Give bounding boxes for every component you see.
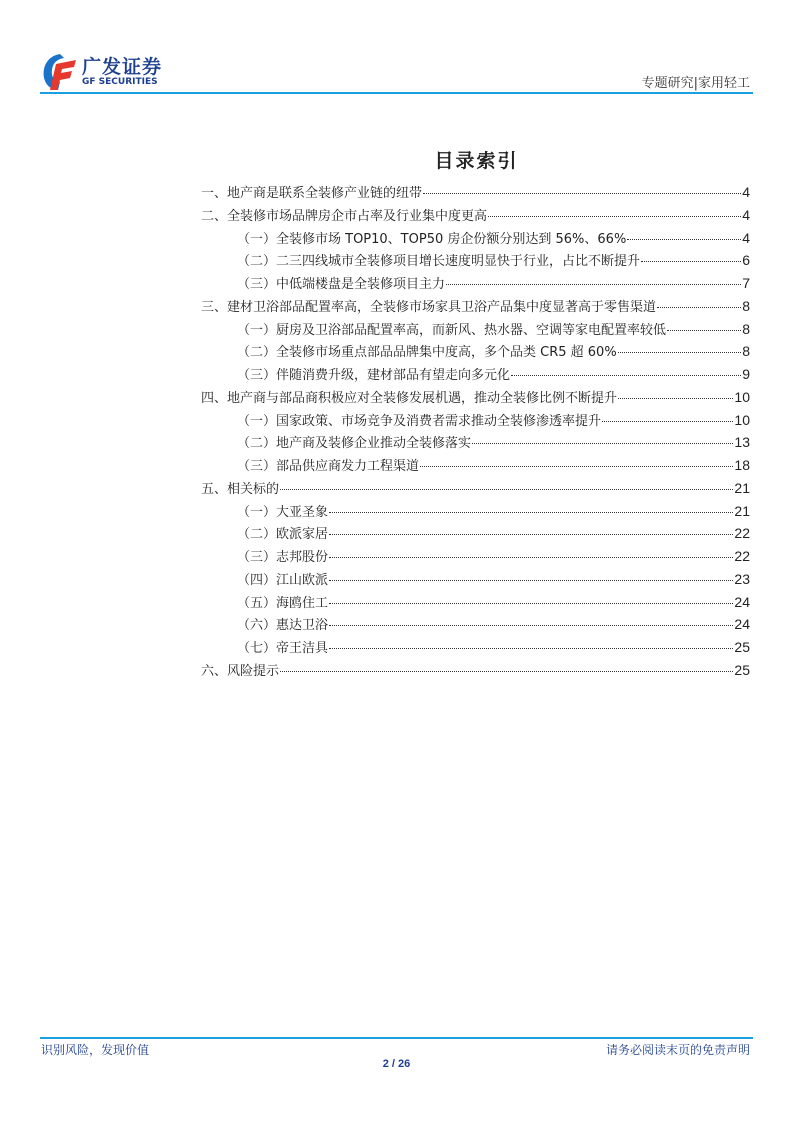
toc-leader-dots [329, 625, 733, 626]
toc-leader-dots [329, 648, 733, 649]
toc-entry-page: 23 [734, 570, 750, 587]
toc-leader-dots [641, 261, 741, 262]
company-logo [40, 52, 162, 92]
toc-entry-page: 13 [734, 434, 750, 451]
toc-entry-title: 六、风险提示 [201, 663, 280, 679]
table-of-contents [201, 181, 750, 682]
toc-entry-title: 二、全装修市场品牌房企市占率及行业集中度更高 [201, 208, 488, 224]
toc-entry-title: （一）大亚圣象 [237, 504, 329, 520]
toc-entry-title: （三）部品供应商发力工程渠道 [237, 459, 420, 474]
toc-entry-page: 10 [734, 411, 750, 428]
toc-entry[interactable] [201, 659, 750, 682]
header-divider [40, 92, 753, 94]
toc-leader-dots [657, 307, 741, 308]
toc-entry[interactable] [201, 477, 750, 500]
toc-leader-dots [280, 671, 733, 672]
toc-entry-title: （一）全装修市场 TOP10、TOP50 房企份额分别达到 56%、66% [237, 231, 627, 247]
page-title: 目录索引 [434, 150, 519, 172]
toc-entry[interactable] [201, 568, 750, 591]
toc-entry-page: 21 [734, 479, 750, 496]
toc-entry-title: （六）惠达卫浴 [237, 618, 329, 634]
toc-entry[interactable] [201, 363, 750, 386]
toc-entry-page: 8 [742, 343, 750, 360]
toc-leader-dots [420, 466, 733, 467]
toc-entry[interactable] [201, 204, 750, 227]
toc-leader-dots [446, 284, 741, 285]
toc-entry[interactable] [201, 318, 750, 341]
toc-entry-title: 五、相关标的 [201, 481, 280, 497]
toc-entry-title: 一、地产商是联系全装修产业链的纽带 [201, 186, 423, 201]
gf-logo-icon [40, 52, 78, 92]
toc-entry-page: 7 [742, 275, 750, 291]
toc-entry-title: （七）帝王洁具 [237, 641, 329, 656]
toc-entry-title: （三）志邦股份 [237, 550, 329, 565]
toc-entry-page: 4 [742, 206, 750, 223]
toc-entry[interactable] [201, 295, 750, 318]
toc-entry-page: 4 [742, 184, 750, 200]
toc-entry-title: （三）中低端楼盘是全装修项目主力 [237, 277, 446, 292]
page-number: 2 / 26 [382, 1058, 411, 1070]
toc-entry[interactable] [201, 545, 750, 568]
toc-entry-title: 四、地产商与部品商积极应对全装修发展机遇，推动全装修比例不断提升 [201, 390, 618, 406]
toc-leader-dots [423, 193, 741, 194]
report-category: 专题研究|家用轻工 [641, 76, 750, 91]
toc-entry-title: （二）全装修市场重点部品品牌集中度高，多个品类 CR5 超 60% [237, 345, 617, 361]
toc-entry-page: 8 [742, 320, 750, 337]
toc-entry-page: 9 [742, 366, 750, 382]
toc-entry-title: （五）海鸥住工 [237, 595, 329, 611]
toc-entry[interactable] [201, 591, 750, 614]
toc-leader-dots [618, 352, 742, 353]
toc-leader-dots [667, 330, 741, 331]
toc-entry-title: （二）地产商及装修企业推动全装修落实 [237, 436, 472, 452]
toc-entry-page: 25 [734, 639, 750, 655]
footer-disclaimer: 请务必阅读末页的免责声明 [605, 1043, 750, 1057]
toc-leader-dots [329, 512, 733, 513]
toc-entry[interactable] [201, 454, 750, 477]
logo-en-text: GF SECURITIES [82, 76, 158, 87]
toc-entry-page: 24 [734, 593, 750, 610]
toc-entry-title: （四）江山欧派 [237, 572, 329, 588]
toc-entry[interactable] [201, 636, 750, 659]
toc-leader-dots [329, 557, 733, 558]
toc-entry-page: 6 [742, 252, 750, 269]
toc-leader-dots [329, 534, 733, 535]
toc-entry-page: 25 [734, 661, 750, 678]
toc-entry[interactable] [201, 340, 750, 363]
toc-entry-page: 24 [734, 616, 750, 633]
toc-entry[interactable] [201, 272, 750, 295]
footer-divider [40, 1037, 753, 1039]
toc-entry-title: 三、建材卫浴部品配置率高，全装修市场家具卫浴产品集中度显著高于零售渠道 [201, 299, 657, 315]
toc-entry-title: （三）伴随消费升级，建材部品有望走向多元化 [237, 368, 511, 383]
toc-entry-page: 18 [734, 457, 750, 473]
toc-leader-dots [329, 603, 733, 604]
toc-entry[interactable] [201, 613, 750, 636]
toc-entry-title: （二）欧派家居 [237, 527, 329, 543]
toc-entry[interactable] [201, 500, 750, 523]
toc-leader-dots [627, 239, 741, 240]
toc-entry-page: 8 [742, 297, 750, 314]
toc-entry-page: 22 [734, 548, 750, 564]
toc-entry[interactable] [201, 249, 750, 272]
toc-entry-title: （一）国家政策、市场竞争及消费者需求推动全装修渗透率提升 [237, 413, 602, 429]
toc-leader-dots [488, 216, 741, 217]
toc-entry[interactable] [201, 227, 750, 250]
toc-entry[interactable] [201, 386, 750, 409]
toc-entry-title: （二）二三四线城市全装修项目增长速度明显快于行业，占比不断提升 [237, 254, 641, 270]
toc-entry[interactable] [201, 409, 750, 432]
toc-entry-page: 22 [734, 525, 750, 542]
toc-leader-dots [329, 580, 733, 581]
toc-entry[interactable] [201, 181, 750, 204]
toc-leader-dots [602, 421, 733, 422]
logo-cn-text: 广发证券 [82, 55, 163, 78]
toc-leader-dots [280, 489, 733, 490]
toc-entry-page: 4 [742, 229, 750, 246]
toc-entry[interactable] [201, 522, 750, 545]
toc-entry-page: 10 [734, 388, 750, 405]
toc-entry[interactable] [201, 431, 750, 454]
toc-leader-dots [511, 375, 741, 376]
toc-entry-page: 21 [734, 502, 750, 519]
toc-entry-title: （一）厨房及卫浴部品配置率高，而新风、热水器、空调等家电配置率较低 [237, 322, 667, 338]
toc-leader-dots [618, 398, 733, 399]
footer-slogan: 识别风险，发现价值 [41, 1043, 150, 1057]
toc-leader-dots [472, 443, 733, 444]
